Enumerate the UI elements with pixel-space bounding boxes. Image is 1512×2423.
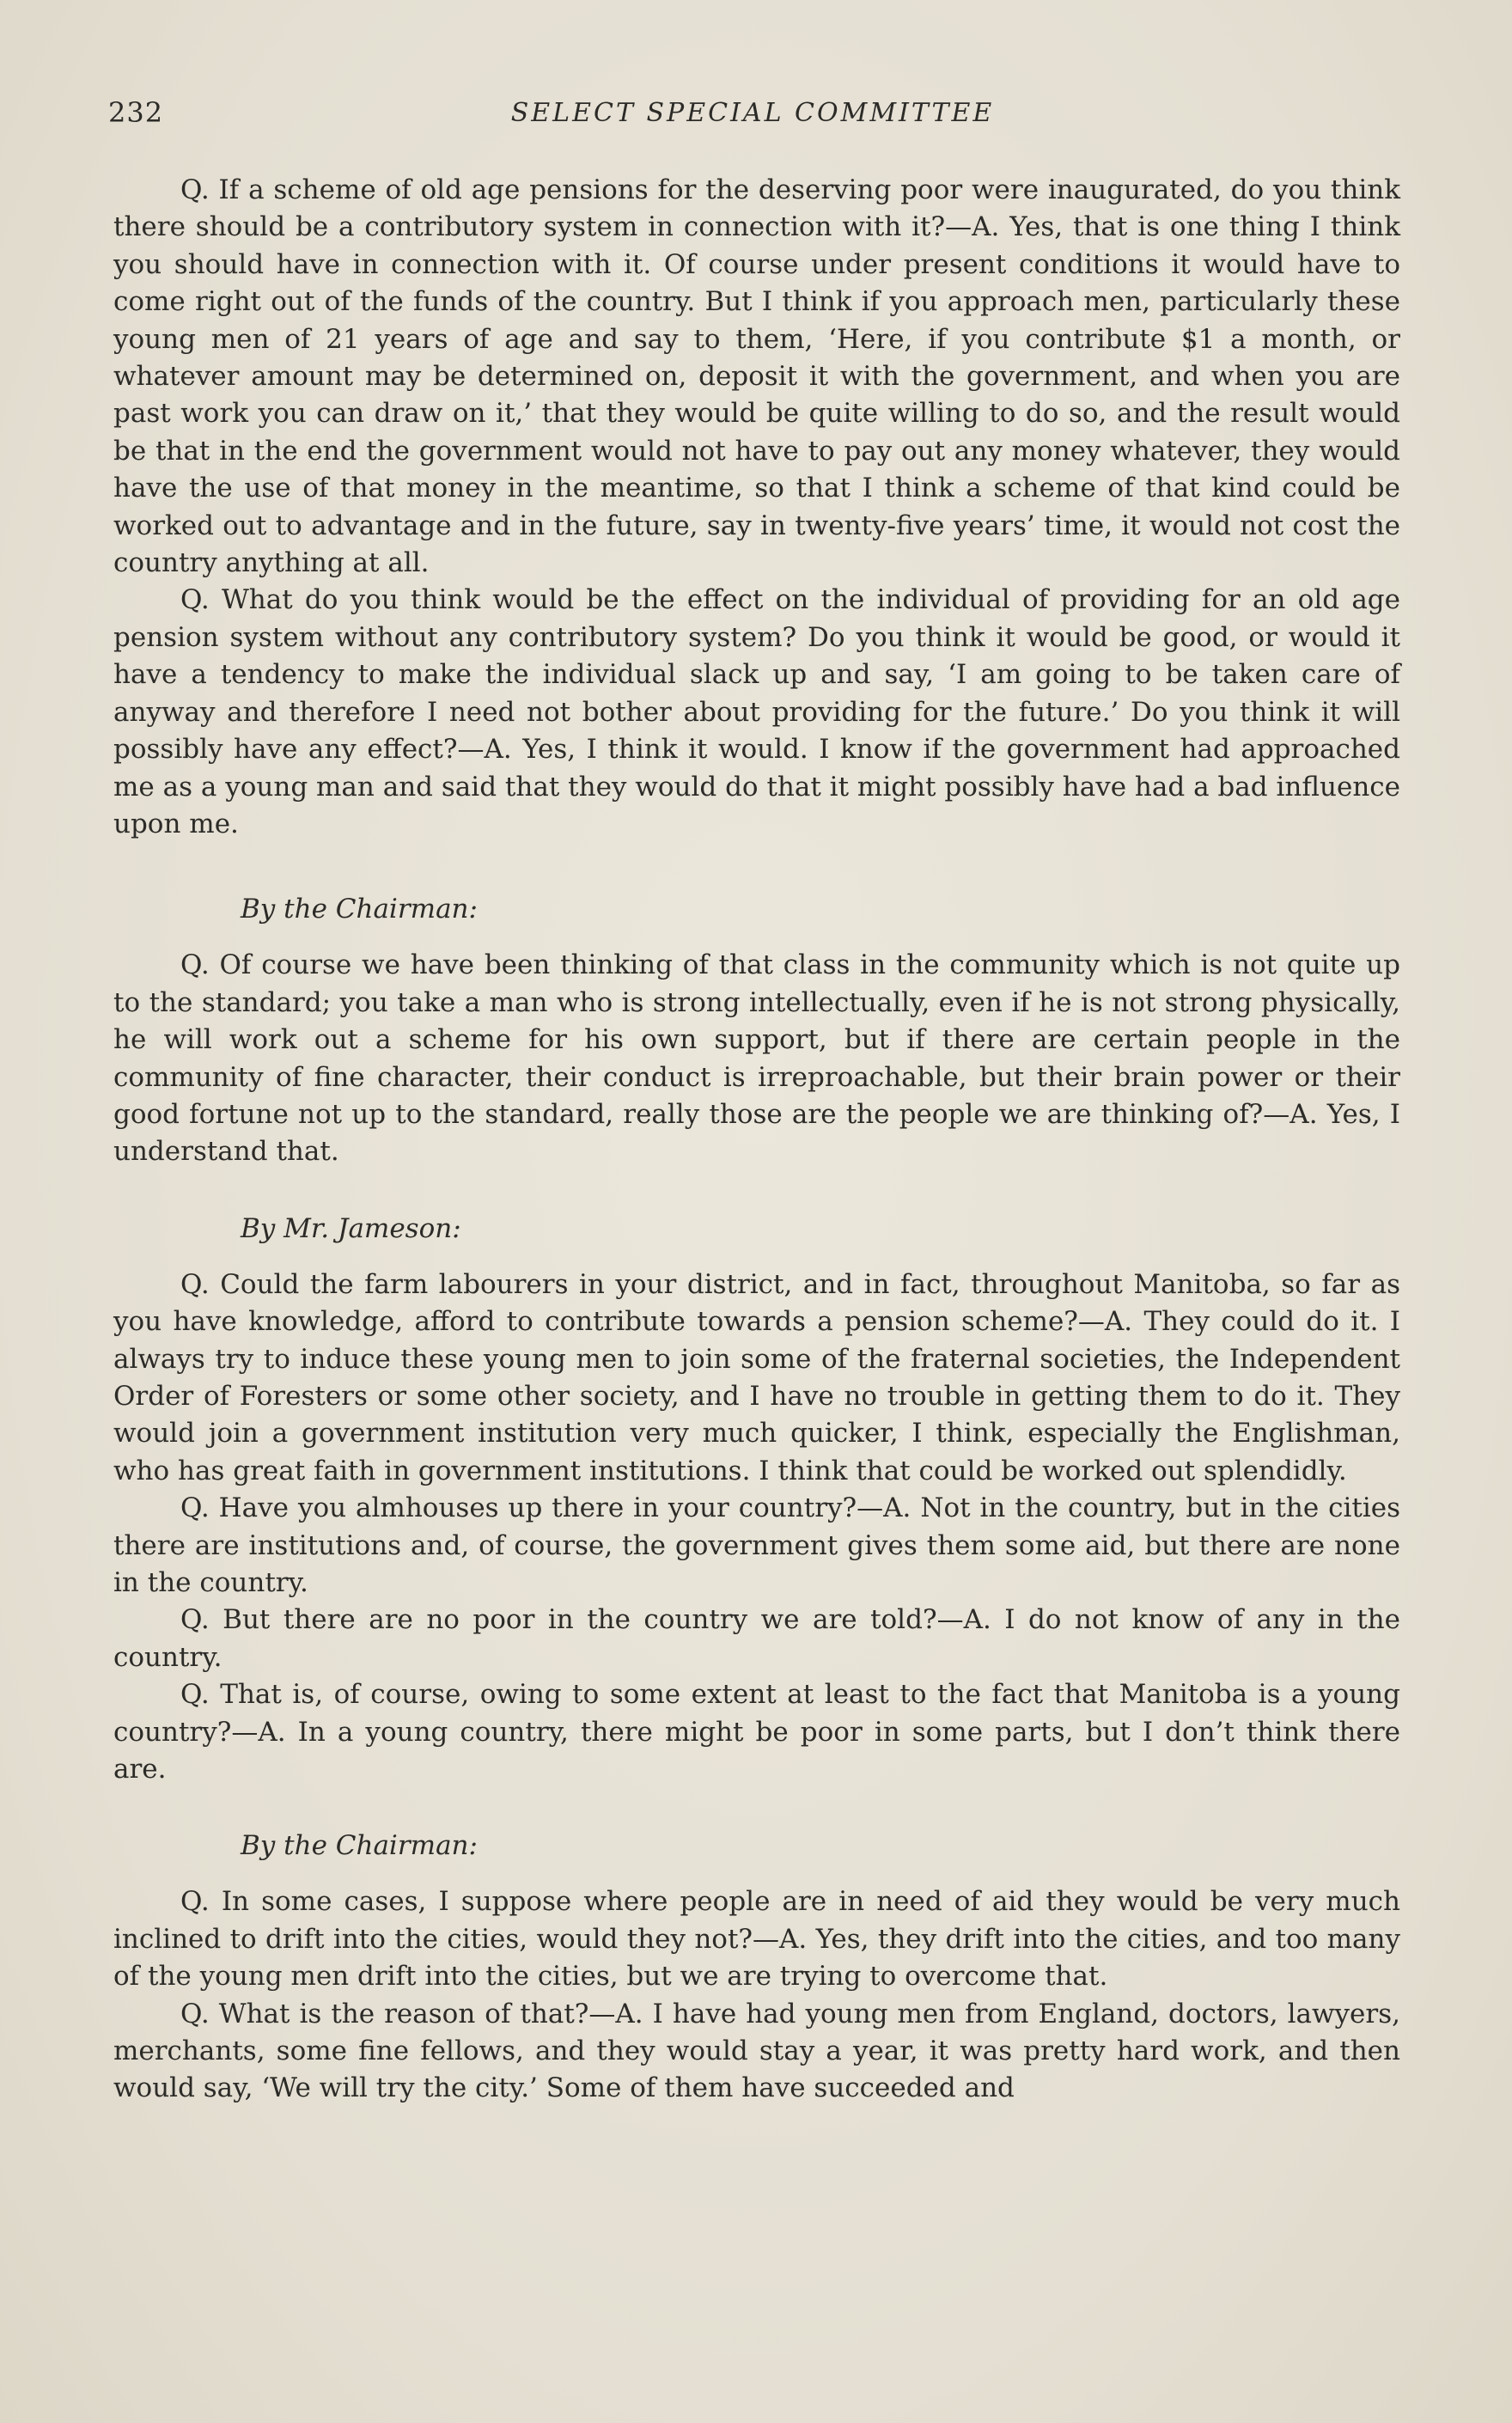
paragraph: Q. In some cases, I suppose where people are in need of aid they would be very much inclined to drift into the cities, would they not?—A. Yes, they drift into the cities, and too many of the young men drift into the cities, but we are trying to overcome that. bbox=[113, 1886, 1400, 1993]
paragraph: Q. Have you almhouses up there in your country?—A. Not in the country, but in the cities there are institutions and, of course, the government gives them some aid, but there are none in the country. bbox=[113, 1492, 1400, 1598]
speaker-heading: By Mr. Jameson: bbox=[241, 1212, 461, 1244]
paragraph: Q. Could the farm labourers in your district, and in fact, throughout Manitoba, so far as you have knowledge, afford to contribute towards a pension scheme?—A. They could do it. I always try to induce these young men to join some of the fraternal societies, the Independent Order of Foresters or some other society, and I have no trouble in getting them to do it. They would join a government institution very much quicker, I think, especially the Englishman, who has great faith in government institutions. I think that could be worked out splendidly. bbox=[113, 1268, 1400, 1486]
paragraph: Q. What do you think would be the effect on the individual of providing for an old age pension system without any contributory system? Do you think it would be good, or would it have a tendency to make the individual slack up and say, ‘I am going to be taken care of anyway and therefore I need not bother about providing for the future.’ Do you think it will possibly have any effect?—A. Yes, I think it would. I know if the government had approached me as a young man and said that they would do that it might possibly have had a bad influence upon me. bbox=[113, 584, 1400, 839]
body-text bbox=[113, 172, 1400, 2108]
speaker-heading: By the Chairman: bbox=[241, 1830, 478, 1862]
running-head: SELECT SPECIAL COMMITTEE bbox=[510, 98, 995, 128]
page-number: 232 bbox=[108, 96, 164, 129]
paragraph: Q. If a scheme of old age pensions for the deserving poor were inaugurated, do you think there should be a contributory system in connection with it?—A. Yes, that is one thing I think you should have in connection with it. Of course under present conditions it would have to come right out of the funds of the country. But I think if you approach men, particularly these young men of 21 years of age and say to them, ‘Here, if you contribute $1 a month, or whatever amount may be determined on, deposit it with the government, and when you are past work you can draw on it,’ that they would be quite willing to do so, and the result would be that in the end the government would not have to pay out any money whatever, they would have the use of that money in the meantime, so that I think a scheme of that kind could be worked out to advantage and in the future, say in twenty-five years’ time, it would not cost the country anything at all. bbox=[113, 174, 1400, 579]
page-header bbox=[108, 96, 1397, 139]
paragraph: Q. What is the reason of that?—A. I have had young men from England, doctors, lawyers, merchants, some fine fellows, and they would stay a year, it was pretty hard work, and then would say, ‘We will try the city.’ Some of them have succeeded and bbox=[113, 1998, 1400, 2104]
paragraph: Q. Of course we have been thinking of that class in the community which is not quite up to the standard; you take a man who is strong intellectually, even if he is not strong physically, he will work out a scheme for his own support, but if there are certain people in the community of fine character, their conduct is irreproachable, but their brain power or their good fortune not up to the standard, really those are the people we are thinking of?—A. Yes, I understand that. bbox=[113, 949, 1400, 1168]
paragraph: Q. That is, of course, owing to some extent at least to the fact that Manitoba is a young country?—A. In a young country, there might be poor in some parts, but I don’t think there are. bbox=[113, 1679, 1400, 1785]
paragraph: Q. But there are no poor in the country we are told?—A. I do not know of any in the country. bbox=[113, 1604, 1400, 1673]
speaker-heading: By the Chairman: bbox=[241, 894, 478, 925]
